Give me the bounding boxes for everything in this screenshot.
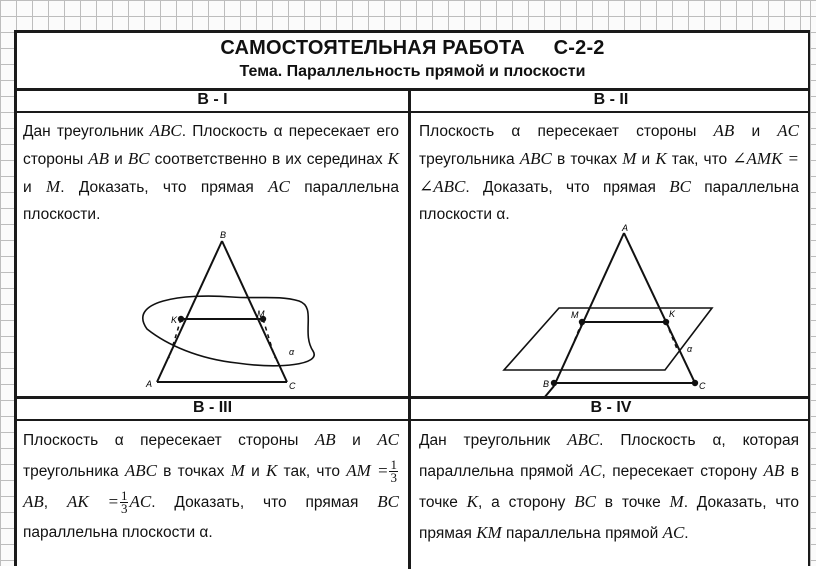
triangle-side-BA — [157, 241, 222, 382]
fraction-one-third: $\frac{1}{3}$ — [390, 457, 397, 486]
variant-3-header: В - III — [192, 399, 233, 416]
label-C: C — [699, 381, 706, 391]
label-K: K — [669, 309, 676, 319]
triangle-side-BC — [222, 241, 287, 382]
label-alpha: α — [289, 347, 295, 357]
triangle-side-AB — [554, 233, 624, 386]
figure-variant-2 — [411, 33, 811, 396]
variant-2-task: Плоскость α пересекает стороны AB и AC треугольника ABC в точках M и K так, что ∠AMK = ∠ABC. Доказать, что прямая BC параллельна плоскости α. — [419, 121, 799, 223]
point-K — [663, 319, 669, 325]
label-M: M — [571, 310, 579, 320]
label-alpha: α — [687, 344, 693, 354]
label-K: K — [171, 315, 178, 325]
label-A: A — [622, 223, 629, 233]
point-C — [692, 380, 698, 386]
label-A: A — [146, 379, 153, 389]
topic-subtitle: Тема. Параллельность прямой и плоскости — [239, 63, 586, 80]
row2-head-divider — [17, 419, 808, 421]
page-title: САМОСТОЯТЕЛЬНАЯ РАБОТА С-2-2 — [220, 37, 605, 59]
figure-variant-1 — [17, 33, 408, 396]
worksheet — [14, 30, 810, 566]
plane-alpha-parallelogram — [504, 308, 712, 370]
label-B: B — [220, 230, 227, 240]
label-B: B — [543, 379, 550, 389]
variant-1-header: В - I — [197, 91, 228, 108]
fraction-one-third-2: $\frac{1}{3}$ — [120, 488, 128, 517]
point-B — [551, 380, 557, 386]
graph-paper-left — [0, 0, 14, 566]
hidden-segment-M — [263, 319, 275, 358]
point-K — [178, 316, 184, 322]
label-C: C — [289, 381, 296, 391]
point-M — [579, 319, 585, 325]
variant-4-task: Дан треугольник ABC. Плоскость α, которая параллельна прямой AC, пересекает сторону AB в точке K, а сторону BC в точке M. Доказать, что прямая KM параллельна прямой AC. — [419, 430, 800, 542]
variant-2-header: В - II — [593, 91, 629, 108]
variant-3-task: Плоскость α пересекает стороны AB и AC треугольника ABC в точках M и K так, что AM = $\frac{1}{3}$ AB, AK = $\frac{1}{3}$ AC. Доказать, что прямая BC параллельна плоскости α. — [23, 430, 399, 541]
variant-4-header: В - IV — [590, 399, 632, 416]
label-M: M — [257, 309, 265, 319]
graph-paper-top — [0, 0, 816, 30]
variant-1-task: Дан треугольник ABC. Плоскость α пересекает его стороны AB и BC соответственно в их серединах K и M. Доказать, что прямая AC параллельна плоскости. — [23, 121, 399, 223]
